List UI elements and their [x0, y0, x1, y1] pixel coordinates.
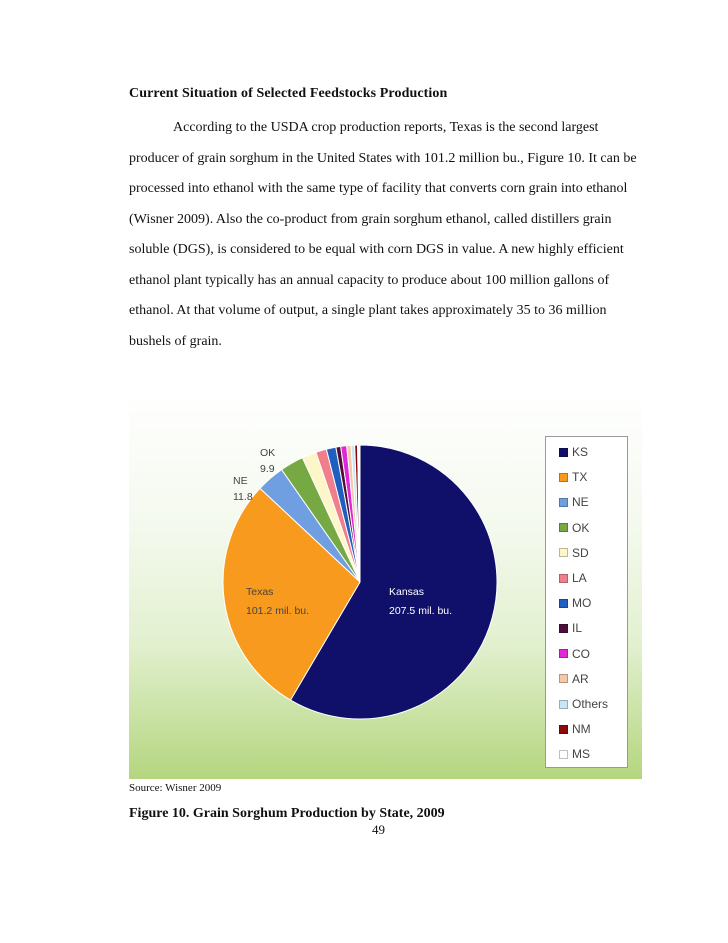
- legend-item-ok: [559, 519, 589, 537]
- legend-item-la: [559, 569, 587, 587]
- legend-swatch-ok: [559, 523, 568, 532]
- legend-label-il: IL: [572, 621, 583, 636]
- legend-label-ne: NE: [572, 495, 589, 510]
- page-number: 49: [372, 822, 385, 837]
- legend-item-ks: [559, 443, 588, 461]
- pie-slices: [223, 445, 497, 719]
- legend-item-co: [559, 645, 590, 663]
- legend-label-ms: MS: [572, 747, 590, 762]
- legend-label-tx: TX: [572, 470, 588, 485]
- legend-item-sd: [559, 544, 589, 562]
- legend-swatch-ar: [559, 674, 568, 683]
- legend-label-la: LA: [572, 571, 587, 585]
- annotation-texas-name: Texas: [246, 586, 274, 598]
- figure-caption: Figure 10. Grain Sorghum Production by State, 2009: [129, 806, 445, 821]
- legend-swatch-il: [559, 624, 568, 633]
- annotation-ne-name: NE: [233, 475, 248, 487]
- legend-label-ks: KS: [572, 445, 589, 459]
- legend-swatch-tx: [559, 473, 568, 482]
- annotation-kansas-name: Kansas: [389, 586, 425, 598]
- annotation-ne-value: 11.8: [233, 491, 253, 503]
- legend-item-ms: [559, 745, 590, 763]
- annotation-texas-value: 101.2 mil. bu.: [246, 605, 310, 617]
- paragraph-rest: producer of grain sorghum in the United States with 101.2 million bu., Figure 10. It can be processed into ethanol with the same type of facility that converts corn grain into ethanol (Wisner 2009). Also the co-product from grain sorghum ethanol, called distillers grain soluble (DGS), is considered to be equal with corn DGS in value. A new highly efficient ethanol plant typically has an annual capacity to produce about 100 million gallons of ethanol. At that volume of output, a single plant takes approximately 35 to 36 million bushels of grain.: [129, 150, 637, 349]
- legend-label-others: Others: [572, 697, 609, 711]
- legend-label-ok: OK: [572, 520, 590, 535]
- legend-swatch-ne: [559, 498, 568, 507]
- legend-item-mo: [559, 594, 591, 612]
- annotation-ok-value: 9.9: [260, 463, 275, 475]
- annotation-ok-name: OK: [260, 447, 276, 459]
- legend-swatch-others: [559, 700, 568, 709]
- chart-legend: [545, 436, 628, 768]
- legend-swatch-ms: [559, 750, 568, 759]
- legend-item-ar: [559, 670, 589, 688]
- section-heading: Current Situation of Selected Feedstocks Production: [129, 86, 448, 101]
- legend-item-tx: [559, 468, 587, 486]
- legend-label-nm: NM: [572, 722, 591, 737]
- legend-item-others: [559, 695, 608, 713]
- legend-swatch-ks: [559, 448, 568, 457]
- legend-swatch-la: [559, 574, 568, 583]
- body-paragraph: [129, 113, 649, 357]
- legend-item-nm: [559, 720, 591, 738]
- legend-swatch-co: [559, 649, 568, 658]
- annotation-kansas-value: 207.5 mil. bu.: [389, 605, 453, 617]
- legend-swatch-nm: [559, 725, 568, 734]
- legend-item-ne: [559, 493, 589, 511]
- legend-label-mo: MO: [572, 596, 592, 611]
- legend-label-ar: AR: [572, 671, 589, 686]
- legend-label-sd: SD: [572, 545, 589, 560]
- legend-item-il: [559, 619, 582, 637]
- legend-swatch-sd: [559, 548, 568, 557]
- figure-source: Source: Wisner 2009: [129, 782, 222, 794]
- paragraph-first-line: According to the USDA crop production reports, Texas is the second largest: [173, 120, 599, 135]
- legend-swatch-mo: [559, 599, 568, 608]
- legend-label-co: CO: [572, 646, 590, 661]
